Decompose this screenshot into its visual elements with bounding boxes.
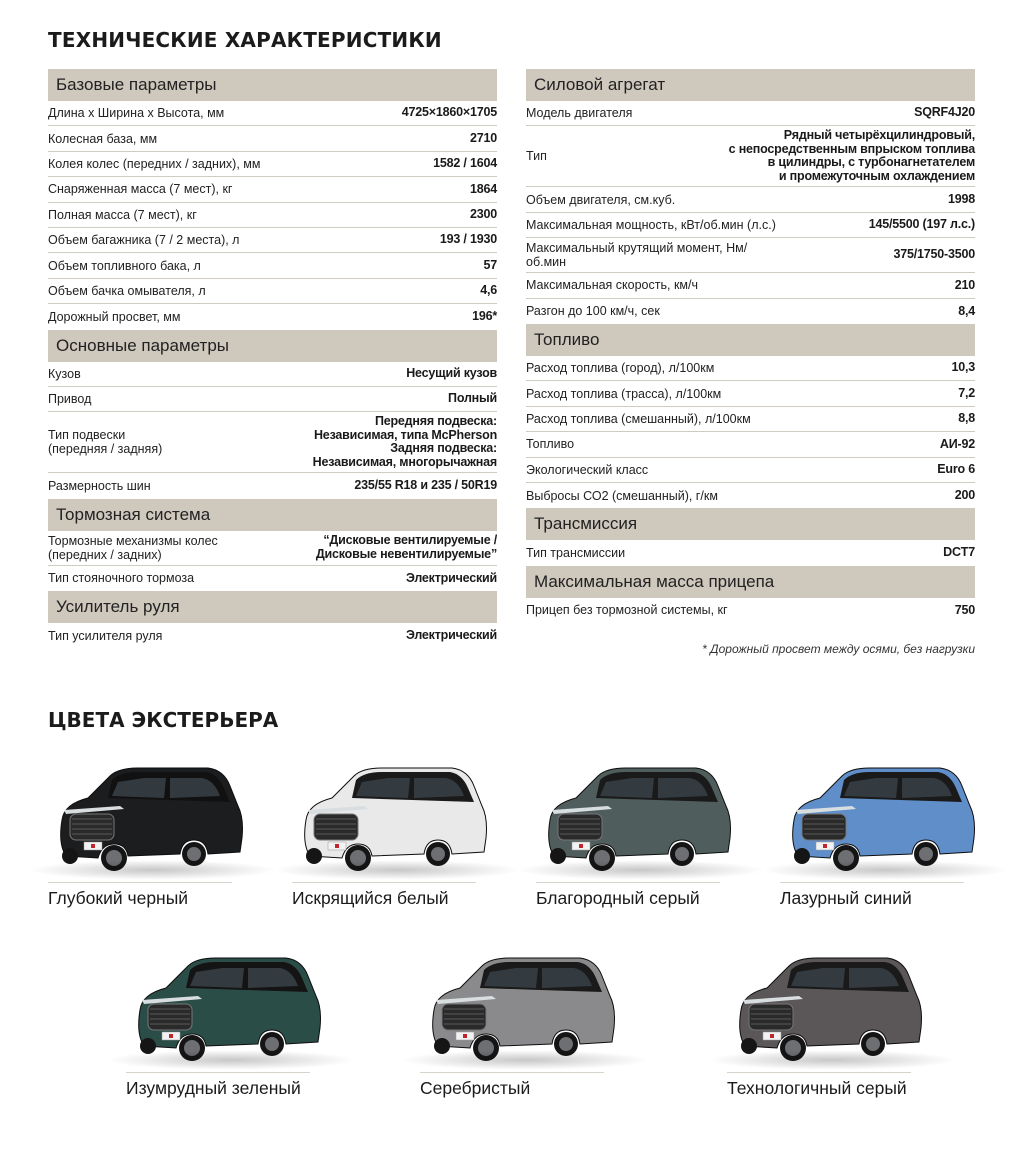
spec-section [526, 69, 975, 324]
color-swatch-card [420, 950, 620, 1099]
divider [292, 882, 476, 883]
spec-value: 196* [472, 309, 497, 324]
section-header: Усилитель руля [48, 591, 497, 623]
spec-label: Модель двигателя [526, 106, 633, 121]
spec-label: Объем бачка омывателя, л [48, 283, 206, 298]
spec-value: 750 [954, 602, 975, 617]
spec-value: 57 [483, 257, 497, 272]
spec-row [526, 483, 975, 508]
spec-row [48, 623, 497, 648]
spec-row [526, 540, 975, 565]
car-image [536, 760, 736, 878]
car-shadow [516, 860, 766, 880]
spec-row [48, 279, 497, 304]
spec-column-left [48, 69, 497, 648]
spec-value: “Дисковые вентилируемые / Дисковые невентилируемые” [315, 533, 497, 561]
car-shadow [400, 1050, 650, 1070]
spec-value: Электрический [405, 570, 497, 585]
spec-label: Колесная база, мм [48, 131, 158, 146]
spec-label: Расход топлива (смешанный), л/100км [526, 411, 751, 426]
car-shadow [272, 860, 522, 880]
car-image [420, 950, 620, 1068]
spec-label: Экологический класс [526, 462, 649, 477]
spec-section [48, 330, 497, 499]
car-shadow [707, 1050, 957, 1070]
spec-value: 1582 / 1604 [433, 156, 497, 171]
section-header: Силовой агрегат [526, 69, 975, 101]
spec-label: Привод [48, 392, 92, 407]
car-image [727, 950, 927, 1068]
spec-row [526, 432, 975, 457]
page-title: ТЕХНИЧЕСКИЕ ХАРАКТЕРИСТИКИ [48, 28, 442, 52]
spec-value: Рядный четырёхцилиндровый, с непосредственным впрыском топлива в цилиндры, с турбонагнетателем и промежуточным охлаждением [728, 128, 975, 183]
section-header: Топливо [526, 324, 975, 356]
colors-title: ЦВЕТА ЭКСТЕРЬЕРА [48, 708, 279, 732]
spec-value: 7,2 [958, 385, 975, 400]
spec-row [526, 381, 975, 406]
spec-label: Выбросы СО2 (смешанный), г/км [526, 488, 718, 503]
spec-label: Длина х Ширина х Высота, мм [48, 106, 225, 121]
spec-label: Расход топлива (город), л/100км [526, 361, 715, 376]
spec-value: 4,6 [480, 283, 497, 298]
spec-value: 235/55 R18 и 235 / 50R19 [354, 478, 497, 493]
spec-row [526, 273, 975, 298]
footnote: * Дорожный просвет между осями, без нагрузки [702, 642, 975, 656]
spec-row [526, 187, 975, 212]
spec-value: 1864 [469, 181, 497, 196]
spec-label: Колея колес (передних / задних), мм [48, 156, 261, 171]
spec-label: Кузов [48, 366, 81, 381]
section-header: Тормозная система [48, 499, 497, 531]
spec-label: Максимальная скорость, км/ч [526, 278, 698, 293]
spec-row [526, 299, 975, 324]
spec-label: Тормозные механизмы колес (передних / задних) [48, 533, 218, 562]
spec-section [526, 324, 975, 508]
spec-value: 4725×1860×1705 [401, 105, 497, 120]
color-name: Глубокий черный [48, 888, 189, 908]
spec-row [48, 101, 497, 126]
spec-row [526, 101, 975, 126]
section-header: Трансмиссия [526, 508, 975, 540]
spec-label: Полная масса (7 мест), кг [48, 207, 197, 222]
spec-row [48, 177, 497, 202]
color-name: Технологичный серый [727, 1078, 907, 1098]
spec-row [48, 531, 497, 566]
spec-label: Тип [526, 149, 547, 164]
spec-label: Объем двигателя, см.куб. [526, 192, 676, 207]
color-name: Лазурный синий [780, 888, 912, 908]
spec-label: Тип трансмиссии [526, 545, 626, 560]
spec-section [526, 566, 975, 623]
color-swatch-card [126, 950, 326, 1099]
divider [420, 1072, 604, 1073]
spec-row [48, 362, 497, 387]
spec-label: Тип подвески (передняя / задняя) [48, 428, 163, 457]
spec-section [526, 508, 975, 565]
car-image [292, 760, 492, 878]
spec-value: 375/1750-3500 [893, 247, 975, 262]
section-header: Базовые параметры [48, 69, 497, 101]
spec-label: Расход топлива (трасса), л/100км [526, 386, 722, 401]
car-shadow [28, 860, 278, 880]
spec-value: 10,3 [951, 360, 975, 375]
divider [727, 1072, 911, 1073]
spec-value: DCT7 [943, 545, 975, 560]
color-swatch-card [780, 760, 980, 909]
spec-value: 200 [954, 487, 975, 502]
spec-label: Дорожный просвет, мм [48, 309, 181, 324]
spec-label: Снаряженная масса (7 мест), кг [48, 182, 233, 197]
spec-value: 1998 [947, 191, 975, 206]
spec-row [48, 566, 497, 591]
spec-label: Объем багажника (7 / 2 места), л [48, 233, 240, 248]
color-swatch-card [48, 760, 248, 909]
spec-value: 2300 [469, 207, 497, 221]
car-shadow [106, 1050, 356, 1070]
spec-value: Несущий кузов [406, 365, 497, 380]
spec-value: 2710 [469, 130, 497, 145]
spec-value: 145/5500 (197 л.с.) [868, 217, 975, 232]
section-header: Максимальная масса прицепа [526, 566, 975, 598]
car-image [48, 760, 248, 878]
spec-value: 210 [954, 277, 975, 292]
spec-row [48, 304, 497, 329]
color-swatch-card [536, 760, 736, 909]
spec-row [48, 253, 497, 278]
spec-row [48, 126, 497, 151]
spec-label: Прицеп без тормозной системы, кг [526, 603, 728, 618]
divider [536, 882, 720, 883]
car-shadow [760, 860, 1010, 880]
spec-value: 193 / 1930 [439, 232, 497, 247]
spec-label: Тип усилителя руля [48, 628, 163, 643]
spec-row [526, 213, 975, 238]
spec-value: SQRF4J20 [914, 105, 975, 120]
spec-row [48, 203, 497, 228]
spec-label: Максимальная мощность, кВт/об.мин (л.с.) [526, 217, 776, 232]
spec-value: Euro 6 [937, 461, 975, 476]
car-image [780, 760, 980, 878]
color-swatch-card [727, 950, 927, 1099]
spec-label: Объем топливного бака, л [48, 258, 201, 273]
color-name: Изумрудный зеленый [126, 1078, 301, 1098]
divider [126, 1072, 310, 1073]
spec-row [48, 473, 497, 498]
spec-row [526, 458, 975, 483]
color-swatch-card [292, 760, 492, 909]
spec-value: Полный [448, 391, 497, 406]
spec-label: Разгон до 100 км/ч, сек [526, 304, 660, 319]
color-name: Серебристый [420, 1078, 531, 1098]
spec-label: Тип стояночного тормоза [48, 571, 195, 586]
spec-value: АИ-92 [939, 436, 975, 451]
spec-label: Размерность шин [48, 478, 151, 493]
spec-value: 8,8 [958, 411, 975, 426]
spec-value: Электрический [405, 628, 497, 643]
spec-value: 8,4 [958, 303, 975, 318]
section-header: Основные параметры [48, 330, 497, 362]
spec-row [526, 238, 975, 273]
spec-row [48, 228, 497, 253]
spec-value: Передняя подвеска: Независимая, типа McPherson Задняя подвеска: Независимая, многорычажная [312, 414, 497, 469]
spec-row [526, 126, 975, 187]
color-name: Благородный серый [536, 888, 700, 908]
spec-row [48, 412, 497, 473]
spec-row [48, 387, 497, 412]
car-image [126, 950, 326, 1068]
spec-row [526, 356, 975, 381]
spec-row [48, 152, 497, 177]
spec-label: Максимальный крутящий момент, Нм/ об.мин [526, 241, 748, 270]
spec-row [526, 407, 975, 432]
spec-label: Топливо [526, 437, 575, 452]
spec-section [48, 591, 497, 648]
divider [48, 882, 232, 883]
spec-column-right [526, 69, 975, 623]
color-name: Искрящийся белый [292, 888, 449, 908]
spec-section [48, 69, 497, 330]
spec-section [48, 499, 497, 591]
divider [780, 882, 964, 883]
spec-row [526, 598, 975, 623]
